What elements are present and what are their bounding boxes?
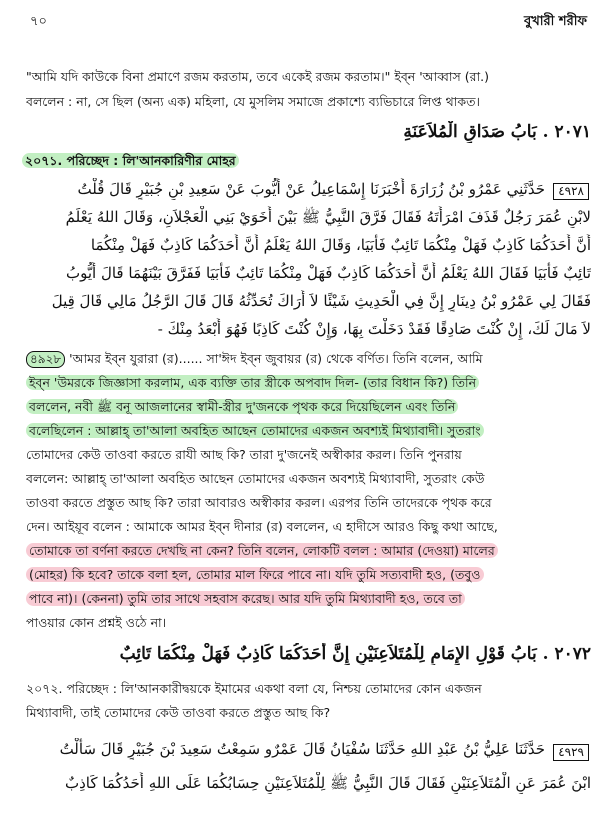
highlighted-text: বললেন, নবী ﷺ বনূ আজলানের স্বামী-স্ত্রীর দু'জনকে পৃথক করে দিয়েছিলেন এবং তিনি [26,399,458,414]
hadith-arabic-line: لابْنِ عُمَرَ رَجُلٌ قَذَفَ امْرَأَتَهُ فَقَالَ فَرَّقَ النَّبِيُّ ﷺ بَيْنَ أَخَوَيْ بَنِي الْعَجْلاَنِ، وَقَالَ اللهُ يَعْلَمُ [65,208,591,226]
hadith-bengali-line [26,566,591,584]
hadith-bengali-line [26,542,591,560]
hadith-bengali-text: 'আমর ইব্‌ন যুরারা (র)...... সা'ঈদ ইব্‌ন জুবায়র (র) থেকে বর্ণিত। তিনি বলেন, আমি [69,351,483,366]
hadith-bengali-number: ৪৯২৮ [26,351,65,368]
chapter-arabic-title: ٢٠٧٢ . بَابُ قَوْلِ الإِمَامِ لِلْمُتَلاَعِنَيْنِ إِنَّ أَحَدَكُمَا كَاذِبٌ فَهَلْ مِنْكُمَا تَائِبٌ [119,644,591,664]
page-number: ৭০ [30,14,47,29]
hadith-arabic-line: لاَ مَالَ لَكَ، إِنْ كُنْتَ صَادِقًا فَقَدْ دَخَلْتَ بِهَا، وَإِنْ كُنْتَ كَاذِبًا فَهُوَ أَبْعَدُ مِنْكَ - [157,320,591,338]
highlighted-text: (মোহর) কি হবে? তাকে বলা হল, তোমার মাল ফিরে পাবে না। যদি তুমি সত্যবাদী হও, (তবুও [26,567,484,582]
hadith-arabic-line: فَقَالَ لِي عَمْرُو بْنُ دِينَارٍ إِنَّ فِي الْحَدِيثِ شَيْئًا لاَ أَرَاكَ تُحَدِّثُهُ قَالَ قَالَ الرَّجُلُ مَالِي قَالَ قِيلَ [51,292,591,310]
intro-line-1: "আমি যদি কাউকে বিনা প্রমাণে রজম করতাম, তবে একেই রজম করতাম।" ইব্‌ন 'আব্বাস (রা.) [26,69,489,84]
hadith-arabic-line: ابْنَ عُمَرَ عَنِ الْمُتَلاَعِنَيْنِ فَقَالَ قَالَ النَّبِيُّ ﷺ لِلْمُتَلاَعِنَيْنِ حِسَابُكُمَا عَلَى اللهِ أَحَدُكُمَا كَاذِبٌ [64,774,591,792]
hadith-bengali-line: তোমাদের কেউ তাওবা করতে রাযী আছ কি? তারা দু'জনেই অস্বীকার করল। তিনি পুনরায় [26,447,462,462]
hadith-bengali-line: দেন। আইয়ূব বলেন : আমাকে আমর ইব্‌ন দীনার (র) বললেন, এ হাদীসে আরও কিছু কথা আছে, [26,519,498,534]
hadith-bengali-line: তাওবা করতে প্রস্তুত আছ কি? তারা আবারও অস্বীকার করল। এরপর তিনি তাদেরকে পৃথক করে [26,495,492,510]
hadith-bengali-line: বললেন: আল্লাহ্ তা'আলা অবহিত আছেন তোমাদের একজন অবশ্যই মিথ্যাবাদী, সুতরাং কেউ [26,471,485,486]
hadith-arabic-line: حَدَّثَنِي عَمْرُو بْنُ زُرَارَةَ أَخْبَرَنَا إِسْمَاعِيلُ عَنْ أَيُّوبَ عَنْ سَعِيدِ بْنِ جُبَيْرٍ قَالَ قُلْتُ [77,180,545,198]
highlighted-text: তোমাকে তা বর্ণনা করতে দেখছি না কেন? তিনি বলেন, লোকটি বলল : আমার (দেওয়া) মালের [26,543,498,558]
intro-line-2: বললেন : না, সে ছিল (অন্য এক) মহিলা, যে মুসলিম সমাজে প্রকাশ্যে ব্যভিচারে লিপ্ত থাকত। [26,94,480,109]
highlighted-text: পাবে না)। (কেননা) তুমি তার সাথে সহবাস করেছ। আর যদি তুমি মিথ্যাবাদী হও, তবে তা [26,591,465,606]
hadith-number: ٤٩٢٨ [553,183,589,200]
chapter-bengali-title [22,152,239,170]
highlighted-text: ইব্‌ন 'উমরকে জিজ্ঞাসা করলাম, এক ব্যক্তি তার স্ত্রীকে অপবাদ দিল- (তার বিধান কি?) তিনি [26,375,479,390]
hadith-bengali-line [26,374,591,392]
hadith-arabic-line: تَائِبٌ فَأَبَيَا فَقَالَ اللهُ يَعْلَمُ أَنَّ أَحَدَكُمَا كَاذِبٌ فَهَلْ مِنْكُمَا تَائِبٌ فَأَبَيَا فَفَرَّقَ بَيْنَهُمَا قَالَ أَيُّوبُ [65,264,591,282]
hadith-number: ٤٩٢٩ [553,744,589,761]
hadith-bengali-line [26,398,591,416]
book-title: বুখারী শরীফ [523,14,587,29]
hadith-number-box [553,741,589,761]
chapter-bengali-title: ২০৭২. পরিচ্ছেদ : লি'আনকারীদ্বয়কে ইমামের একথা বলা যে, নিশ্চয় তোমাদের কোন একজন [26,681,482,696]
chapter-bengali-title: মিথ্যাবাদী, তাই তোমাদের কেউ তাওবা করতে প্রস্তুত আছ কি? [26,705,331,720]
hadith-bengali-line [26,590,591,608]
chapter-arabic-title: ٢٠٧١ . بَابُ صَدَاقِ الْمُلاَعَنَةِ [403,122,591,142]
hadith-bengali-line [26,422,591,440]
hadith-arabic-line: أَنَّ أَحَدَكُمَا كَاذِبٌ فَهَلْ مِنْكُمَا تَائِبٌ فَأَبَيَا، وَقَالَ اللهُ يَعْلَمُ أَنَّ أَحَدَكُمَا كَاذِبٌ فَهَلْ مِنْكُمَا [90,236,591,254]
highlighted-text: বলেছিলেন : আল্লাহ্ তা'আলা অবহিত আছেন তোমাদের একজন অবশ্যই মিথ্যাবাদী। সুতরাং [26,423,484,438]
chapter-bengali-title-text: ২০৭১. পরিচ্ছেদ : লি'আনকারিণীর মোহর [22,153,239,168]
hadith-arabic-line: حَدَّثَنَا عَلِيُّ بْنُ عَبْدِ اللهِ حَدَّثَنَا سُفْيَانُ قَالَ عَمْرٌو سَمِعْتُ سَعِيدَ بْنَ جُبَيْرٍ قَالَ سَأَلْتُ [59,740,545,758]
hadith-number-box [553,180,589,200]
hadith-bengali-line [26,350,591,368]
hadith-bengali-line: পাওয়ার কোন প্রশ্নই ওঠে না। [26,615,167,630]
